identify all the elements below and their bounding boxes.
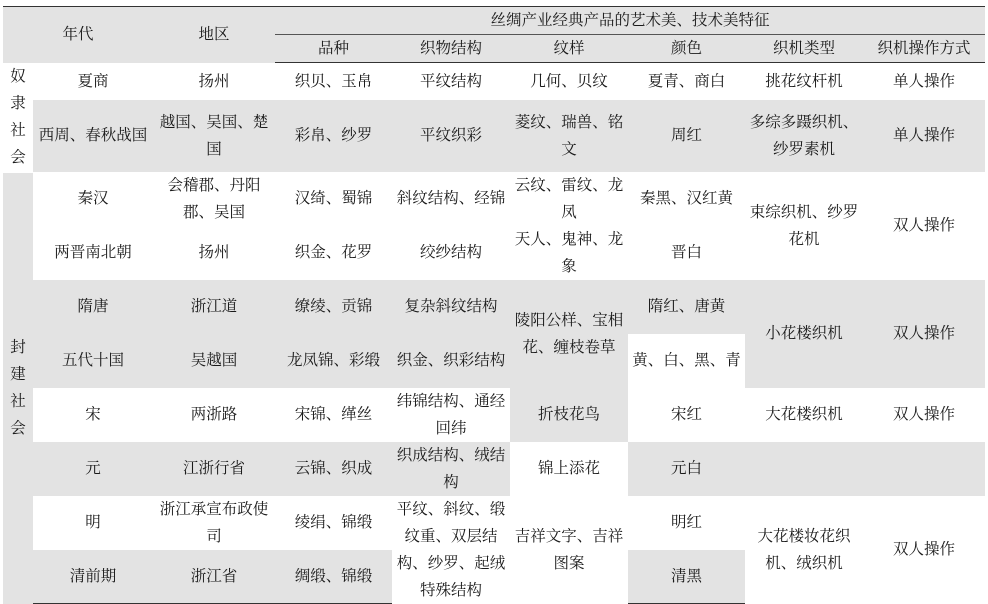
cell-era: 元 xyxy=(33,442,153,496)
cell-variety: 绫绢、锦缎 xyxy=(275,496,392,550)
cell-region: 浙江道 xyxy=(153,280,275,334)
cell-loom-operation: 双人操作 xyxy=(863,388,985,442)
cell-region: 两浙路 xyxy=(153,388,275,442)
cell-region: 江浙行省 xyxy=(153,442,275,496)
cell-color: 黄、白、黑、青 xyxy=(628,334,745,388)
header-color: 颜色 xyxy=(628,35,745,63)
era-group-label: 奴隶社会 xyxy=(10,66,26,166)
cell-pattern: 菱纹、瑞兽、铭文 xyxy=(510,100,628,172)
cell-color: 秦黑、汉红黄 xyxy=(628,172,745,226)
cell-color: 隋红、唐黄 xyxy=(628,280,745,334)
cell-loom-operation: 双人操作 xyxy=(863,172,985,280)
cell-variety: 汉绮、蜀锦 xyxy=(275,172,392,226)
cell-era: 两晋南北朝 xyxy=(33,226,153,280)
cell-structure: 平纹织彩 xyxy=(392,100,510,172)
cell-color: 周红 xyxy=(628,100,745,172)
cell-pattern: 陵阳公样、宝相花、缠枝卷草 xyxy=(510,280,628,388)
cell-era: 西周、春秋战国 xyxy=(33,100,153,172)
header-group: 丝绸产业经典产品的艺术美、技术美特征 xyxy=(275,7,985,35)
cell-structure: 平纹、斜纹、缎纹重、双层结构、纱罗、起绒特殊结构 xyxy=(392,496,510,604)
cell-variety: 龙凤锦、彩缎 xyxy=(275,334,392,388)
cell-loom-operation: 双人操作 xyxy=(863,280,985,388)
cell-region: 越国、吴国、楚国 xyxy=(153,100,275,172)
header-structure: 织物结构 xyxy=(392,35,510,63)
cell-loom-type: 大花楼织机 xyxy=(745,388,863,442)
silk-heritage-table xyxy=(3,6,985,604)
cell-variety: 云锦、织成 xyxy=(275,442,392,496)
cell-region: 会稽郡、丹阳郡、吴国 xyxy=(153,172,275,226)
table-row xyxy=(3,100,985,172)
table-row xyxy=(3,280,985,334)
cell-variety: 绸缎、锦缎 xyxy=(275,550,392,604)
cell-structure: 绞纱结构 xyxy=(392,226,510,280)
cell-structure: 织金、织彩结构 xyxy=(392,334,510,388)
cell-structure: 斜纹结构、经锦 xyxy=(392,172,510,226)
cell-variety: 织金、花罗 xyxy=(275,226,392,280)
cell-variety: 彩帛、纱罗 xyxy=(275,100,392,172)
header-era: 年代 xyxy=(3,7,153,63)
cell-loom-operation: 单人操作 xyxy=(863,100,985,172)
cell-pattern: 折枝花鸟 xyxy=(510,388,628,442)
cell-region: 浙江承宣布政使司 xyxy=(153,496,275,550)
table-row xyxy=(3,172,985,226)
cell-era: 明 xyxy=(33,496,153,550)
cell-color: 元白 xyxy=(628,442,745,496)
cell-color: 清黑 xyxy=(628,550,745,604)
cell-loom-operation: 单人操作 xyxy=(863,63,985,100)
cell-era: 宋 xyxy=(33,388,153,442)
header-loom-operation: 织机操作方式 xyxy=(863,35,985,63)
table-header xyxy=(3,7,985,63)
cell-era: 隋唐 xyxy=(33,280,153,334)
cell-pattern: 云纹、雷纹、龙凤 xyxy=(510,172,628,226)
cell-structure: 平纹结构 xyxy=(392,63,510,100)
cell-loom-type: 多综多蹑织机、纱罗素机 xyxy=(745,100,863,172)
cell-era: 五代十国 xyxy=(33,334,153,388)
cell-loom-type: 挑花纹杆机 xyxy=(745,63,863,100)
header-loom-type: 织机类型 xyxy=(745,35,863,63)
table-row xyxy=(3,63,985,100)
cell-color: 夏青、商白 xyxy=(628,63,745,100)
era-group-label: 封建社会 xyxy=(10,338,26,437)
header-pattern: 纹样 xyxy=(510,35,628,63)
cell-variety: 织贝、玉帛 xyxy=(275,63,392,100)
table-row xyxy=(3,496,985,550)
cell-variety: 宋锦、缂丝 xyxy=(275,388,392,442)
cell-loom-type: 小花楼织机 xyxy=(745,280,863,388)
era-group-feudal xyxy=(3,172,33,604)
cell-region: 吴越国 xyxy=(153,334,275,388)
cell-region: 扬州 xyxy=(153,226,275,280)
cell-pattern: 几何、贝纹 xyxy=(510,63,628,100)
cell-loom-type: 大花楼妆花织机、绒织机 xyxy=(745,496,863,604)
header-region: 地区 xyxy=(153,7,275,63)
cell-pattern: 吉祥文字、吉祥图案 xyxy=(510,496,628,604)
table-row xyxy=(3,388,985,442)
cell-era: 秦汉 xyxy=(33,172,153,226)
cell-structure: 织成结构、绒结构 xyxy=(392,442,510,496)
cell-structure: 纬锦结构、通经回纬 xyxy=(392,388,510,442)
cell-structure: 复杂斜纹结构 xyxy=(392,280,510,334)
cell-loom-type: 束综织机、纱罗花机 xyxy=(745,172,863,280)
era-group-slave xyxy=(3,63,33,172)
cell-loom-type-empty xyxy=(745,442,863,496)
cell-region: 浙江省 xyxy=(153,550,275,604)
cell-loom-operation: 双人操作 xyxy=(863,496,985,604)
cell-era: 夏商 xyxy=(33,63,153,100)
table-row xyxy=(3,442,985,496)
cell-loom-operation-empty xyxy=(863,442,985,496)
cell-pattern: 锦上添花 xyxy=(510,442,628,496)
cell-pattern: 天人、鬼神、龙象 xyxy=(510,226,628,280)
cell-color: 晋白 xyxy=(628,226,745,280)
cell-color: 明红 xyxy=(628,496,745,550)
header-variety: 品种 xyxy=(275,35,392,63)
cell-region: 扬州 xyxy=(153,63,275,100)
cell-era: 清前期 xyxy=(33,550,153,604)
cell-variety: 缭绫、贡锦 xyxy=(275,280,392,334)
cell-color: 宋红 xyxy=(628,388,745,442)
